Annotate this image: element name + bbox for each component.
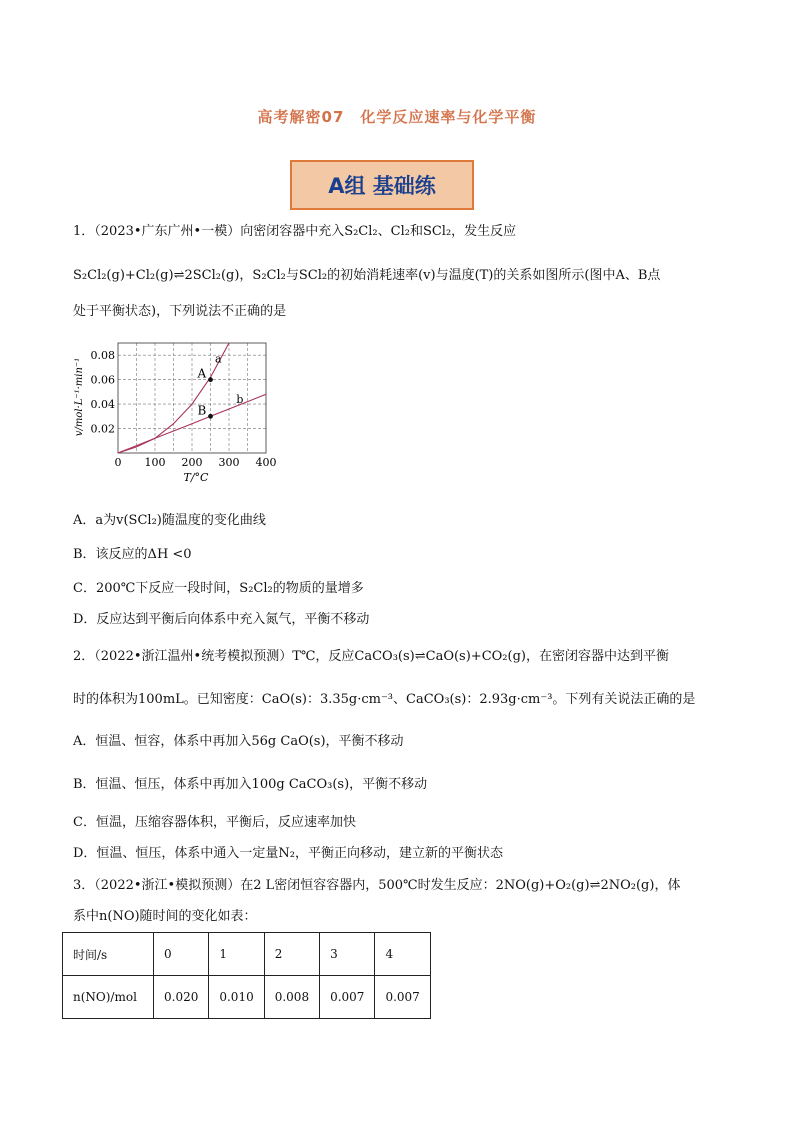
table-cell: 2 xyxy=(264,933,319,976)
q2-option-a: A．恒温、恒容，体系中再加入56g CaO(s)，平衡不移动 xyxy=(73,734,404,749)
q2-option-c: C．恒温，压缩容器体积，平衡后，反应速率加快 xyxy=(73,815,356,830)
x-tick-label: 300 xyxy=(218,456,240,469)
y-tick-label: 0.04 xyxy=(90,398,115,412)
x-tick-label: 0 xyxy=(114,456,122,469)
x-tick-label: 400 xyxy=(255,456,277,469)
q1-option-c: C．200℃下反应一段时间，S₂Cl₂的物质的量增多 xyxy=(73,581,364,596)
q2-continuation: 时的体积为100mL。已知密度：CaO(s)：3.35g·cm⁻³、CaCO₃(s)：2.93g·cm⁻³。下列有关说法正确的是 xyxy=(73,692,696,707)
table-cell: 3 xyxy=(320,933,375,976)
table-cell: 0.020 xyxy=(154,976,209,1019)
point-label-A: A xyxy=(197,366,207,381)
q3-header: 3．（2022•浙江•模拟预测）在2 L密闭恒容容器内，500℃时发生反应：2NO(g)+O₂(g)⇌2NO₂(g)，体 xyxy=(73,878,681,893)
q1-option-d: D．反应达到平衡后向体系中充入氮气，平衡不移动 xyxy=(73,612,370,627)
data-point-A xyxy=(208,377,213,382)
series-label-a: a xyxy=(214,352,222,366)
table-row xyxy=(63,976,431,1019)
q1-equation-line: S₂Cl₂(g)+Cl₂(g)⇌2SCl₂(g)，S₂Cl₂与SCl₂的初始消耗速率(v)与温度(T)的关系如图所示(图中A、B点 xyxy=(73,268,661,283)
y-tick-label: 0.02 xyxy=(90,422,115,436)
q3-continuation: 系中n(NO)随时间的变化如表： xyxy=(73,909,257,924)
table-cell: 0 xyxy=(154,933,209,976)
group-heading-label: A组 基础练 xyxy=(328,174,436,198)
table-row xyxy=(63,933,431,976)
q2-option-b: B．恒温、恒压，体系中再加入100g CaCO₃(s)，平衡不移动 xyxy=(73,777,428,792)
table-cell: 0.008 xyxy=(264,976,319,1019)
x-axis-label: T/°C xyxy=(183,471,209,484)
point-label-B: B xyxy=(197,403,207,418)
q1-header: 1．（2023•广东广州•一模）向密闭容器中充入S₂Cl₂、Cl₂和SCl₂，发生反应 xyxy=(73,224,517,239)
y-tick-label: 0.08 xyxy=(90,349,115,363)
table-cell: 4 xyxy=(375,933,430,976)
series-label-b: b xyxy=(236,392,244,406)
q2-option-d: D．恒温、恒压，体系中通入一定量N₂，平衡正向移动，建立新的平衡状态 xyxy=(73,846,504,861)
data-point-B xyxy=(208,414,213,419)
x-tick-label: 100 xyxy=(144,456,166,469)
table-cell: 0.010 xyxy=(209,976,264,1019)
y-axis-label: v/mol·L⁻¹·min⁻¹ xyxy=(74,357,85,437)
table-cell: 1 xyxy=(209,933,264,976)
q1-continuation: 处于平衡状态)，下列说法不正确的是 xyxy=(73,304,287,319)
table-cell: 0.007 xyxy=(320,976,375,1019)
group-heading-box xyxy=(290,160,474,210)
table-cell: 时间/s xyxy=(63,933,154,976)
rate-temperature-chart xyxy=(70,335,285,485)
page-title: 高考解密07 化学反应速率与化学平衡 xyxy=(257,108,537,126)
x-tick-label: 200 xyxy=(181,456,203,469)
q1-option-a: A．a为v(SCl₂)随温度的变化曲线 xyxy=(73,513,266,528)
q1-option-b: B．该反应的ΔH <0 xyxy=(73,547,192,562)
chart-grid xyxy=(118,343,266,453)
no-amount-table xyxy=(62,932,431,1019)
y-tick-label: 0.06 xyxy=(90,373,115,387)
table-cell: 0.007 xyxy=(375,976,430,1019)
table-cell: n(NO)/mol xyxy=(63,976,154,1019)
q2-header: 2．（2022•浙江温州•统考模拟预测）T℃，反应CaCO₃(s)⇌CaO(s)+CO₂(g)，在密闭容器中达到平衡 xyxy=(73,649,669,664)
